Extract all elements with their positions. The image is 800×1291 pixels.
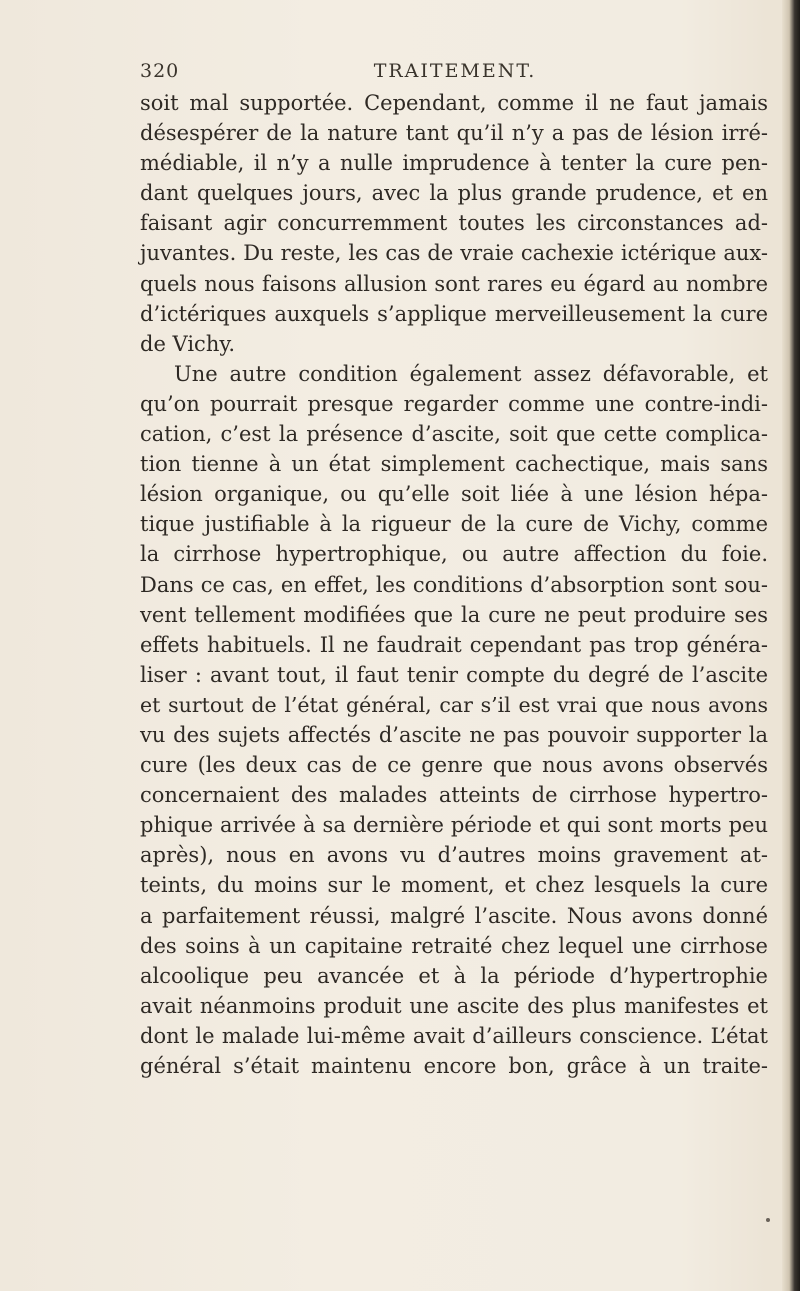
text-line: lésion organique, ou qu’elle soit liée à une lésion hépa-: [140, 482, 768, 507]
running-title: TRAITEMENT.: [373, 60, 537, 82]
text-line: tique justifiable à la rigueur de la cure de Vichy, comme: [140, 512, 768, 537]
text-line: faisant agir concurremment toutes les circonstances ad-: [140, 211, 768, 236]
text-line: liser : avant tout, il faut tenir compte du degré de l’ascite: [140, 662, 768, 687]
paper-speck: [766, 1218, 770, 1222]
text-line: et surtout de l’état général, car s’il est vrai que nous avons: [140, 692, 768, 717]
text-line: Dans ce cas, en effet, les conditions d’absorption sont sou-: [140, 572, 768, 597]
text-line: de Vichy.: [140, 331, 236, 356]
text-line: teints, du moins sur le moment, et chez lesquels la cure: [140, 873, 768, 898]
text-line: désespérer de la nature tant qu’il n’y a pas de lésion irré-: [140, 121, 768, 146]
text-line: phique arrivée à sa dernière période et qui sont morts peu: [140, 813, 768, 838]
running-head: [140, 60, 770, 90]
paragraph-start-line: Une autre condition également assez défavorable, et: [174, 361, 768, 386]
text-line: cation, c’est la présence d’ascite, soit que cette complica-: [140, 422, 768, 447]
book-spine-shadow: [782, 0, 800, 1291]
text-line: après), nous en avons vu d’autres moins gravement at-: [140, 843, 768, 868]
text-line: concernaient des malades atteints de cirrhose hypertro-: [140, 783, 768, 808]
text-line: effets habituels. Il ne faudrait cependant pas trop généra-: [140, 632, 768, 657]
text-line: qu’on pourrait presque regarder comme une contre-indi-: [140, 391, 768, 416]
text-line: quels nous faisons allusion sont rares eu égard au nombre: [140, 271, 768, 296]
text-line: la cirrhose hypertrophique, ou autre affection du foie.: [140, 542, 768, 567]
text-line: dont le malade lui-même avait d’ailleurs conscience. L’état: [140, 1023, 768, 1048]
text-line: juvantes. Du reste, les cas de vraie cachexie ictérique aux-: [140, 241, 768, 266]
text-line: vu des sujets affectés d’ascite ne pas pouvoir supporter la: [140, 722, 768, 747]
text-line: tion tienne à un état simplement cachectique, mais sans: [140, 452, 768, 477]
text-line: dant quelques jours, avec la plus grande prudence, et en: [140, 181, 768, 206]
page-number: 320: [140, 60, 180, 82]
text-line: avait néanmoins produit une ascite des plus manifestes et: [140, 993, 768, 1018]
text-line: des soins à un capitaine retraité chez lequel une cirrhose: [140, 933, 768, 958]
text-line: médiable, il n’y a nulle imprudence à tenter la cure pen-: [140, 151, 768, 176]
text-line: d’ictériques auxquels s’applique merveilleusement la cure: [140, 301, 768, 326]
text-line: a parfaitement réussi, malgré l’ascite. Nous avons donné: [140, 903, 768, 928]
text-line: cure (les deux cas de ce genre que nous avons observés: [140, 753, 768, 778]
body-text: [140, 88, 768, 1081]
text-line: vent tellement modifiées que la cure ne peut produire ses: [140, 602, 768, 627]
text-line: soit mal supportée. Cependant, comme il ne faut jamais: [140, 91, 768, 115]
text-line: général s’était maintenu encore bon, grâce à un traite-: [140, 1054, 768, 1078]
text-line: alcoolique peu avancée et à la période d’hypertrophie: [140, 963, 768, 988]
